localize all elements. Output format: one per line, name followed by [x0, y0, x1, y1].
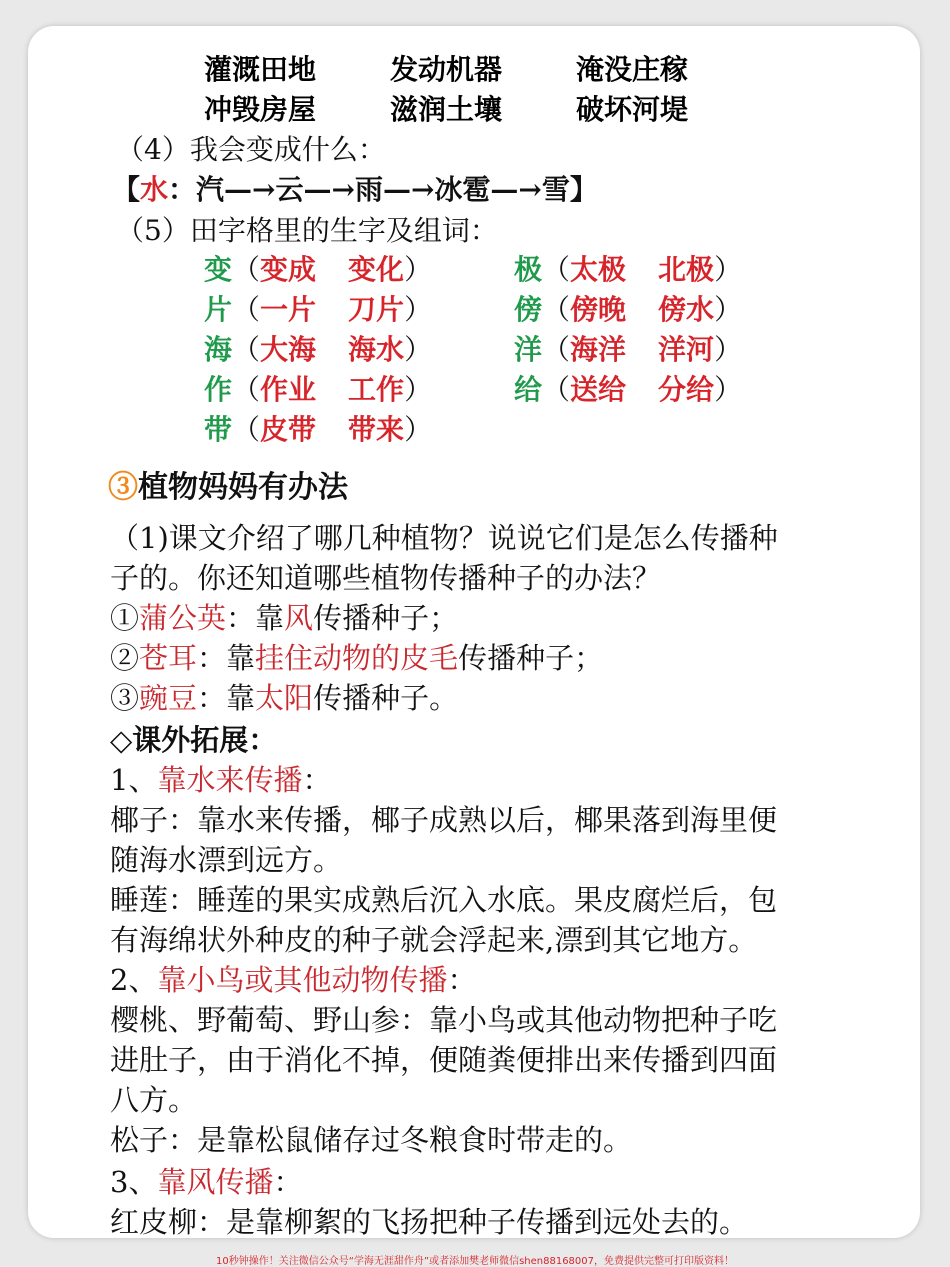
word: 破坏河堤 — [576, 93, 689, 126]
vocab-item: 极（太极 北极） — [514, 253, 743, 286]
paragraph: 睡莲：睡莲的果实成熟后沉入水底。果皮腐烂后，包 — [110, 883, 778, 917]
vocab-item: 洋（海洋 洋河） — [514, 333, 743, 366]
section-title — [108, 462, 348, 506]
paragraph: 随海水漂到远方。 — [110, 843, 343, 877]
water-cycle-line — [112, 168, 598, 208]
document-page — [28, 26, 920, 1238]
extension-title: ◇课外拓展： — [110, 723, 278, 757]
word: 滋润土壤 — [390, 93, 503, 126]
word: 冲毁房屋 — [204, 93, 317, 126]
question-4: （4）我会变成什么： — [116, 133, 386, 166]
vocab-item: 海（大海 海水） — [204, 333, 433, 366]
vocab-item: 片（一片 刀片） — [204, 293, 433, 326]
vocab-item: 变（变成 变化） — [204, 253, 433, 286]
paragraph: 椰子：靠水来传播，椰子成熟以后，椰果落到海里便 — [110, 803, 778, 837]
section-title-text: 植物妈妈有办法 — [138, 470, 348, 505]
subheading: 2、靠小鸟或其他动物传播： — [110, 963, 477, 997]
vocab-item: 作（作业 工作） — [204, 373, 433, 406]
paragraph: 子的。你还知道哪些植物传播种子的办法？ — [110, 561, 662, 595]
paragraph: 樱桃、野葡萄、野山参：靠小鸟或其他动物把种子吃 — [110, 1003, 778, 1037]
water-key: 水 — [140, 173, 169, 206]
plant-item: ①蒲公英：靠风传播种子； — [110, 601, 459, 635]
word: 淹没庄稼 — [576, 53, 689, 86]
plant-item: ②苍耳：靠挂住动物的皮毛传播种子； — [110, 641, 604, 675]
paragraph: 红皮柳：是靠柳絮的飞扬把种子传播到远处去的。 — [110, 1205, 749, 1238]
vocab-item: 带（皮带 带来） — [204, 413, 433, 446]
paragraph: 有海绵状外种皮的种子就会浮起来,漂到其它地方。 — [110, 923, 758, 957]
paragraph: 八方。 — [110, 1083, 198, 1117]
plant-item: ③豌豆：靠太阳传播种子。 — [110, 681, 459, 715]
subheading: 3、靠风传播： — [110, 1165, 303, 1199]
water-rest: ：汽—→云—→雨—→冰雹—→雪】 — [168, 173, 598, 206]
footer-note: 10秒钟操作！关注微信公众号“学海无涯甜作舟”或者添加樊老师微信shen88168007，免费提供完整可打印版资料！ — [215, 1256, 735, 1267]
bracket-open: 【 — [112, 173, 141, 206]
paragraph: 进肚子，由于消化不掉，便随粪便排出来传播到四面 — [110, 1043, 778, 1077]
vocab-item: 傍（傍晚 傍水） — [514, 293, 743, 326]
word: 灌溉田地 — [204, 53, 317, 86]
word: 发动机器 — [390, 53, 503, 86]
question-5: （5）田字格里的生字及组词： — [116, 214, 498, 247]
paragraph: 松子：是靠松鼠储存过冬粮食时带走的。 — [110, 1123, 633, 1157]
paragraph: （1)课文介绍了哪几种植物？说说它们是怎么传播种 — [110, 521, 778, 555]
vocab-item: 给（送给 分给） — [514, 373, 743, 406]
section-number: ③ — [108, 470, 138, 505]
subheading: 1、靠水来传播： — [110, 763, 332, 797]
